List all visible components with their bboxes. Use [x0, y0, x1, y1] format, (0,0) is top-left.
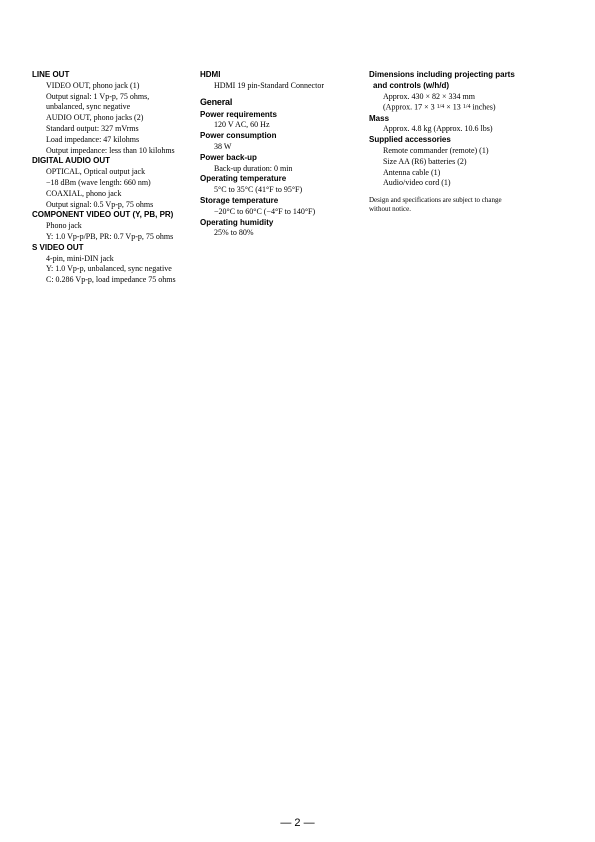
operating-temperature-section [200, 174, 365, 196]
spec-column-2 [200, 70, 365, 239]
component-video-out-section [32, 210, 197, 242]
fraction-quarter: 1/4 [462, 104, 471, 111]
spec-line: COAXIAL, phono jack [46, 188, 122, 198]
spec-line: 4-pin, mini-DIN jack [46, 253, 114, 263]
dimensions-heading-continued: and controls (w/h/d) [373, 80, 449, 90]
power-consumption-section [200, 131, 365, 153]
mass-heading: Mass [369, 113, 390, 123]
mass-section [369, 114, 569, 136]
spec-column-1 [32, 70, 197, 286]
storage-temperature-section [200, 196, 365, 218]
spec-line: AUDIO OUT, phono jacks (2) [46, 113, 144, 123]
spec-line: Output impedance: less than 10 kilohms [46, 145, 175, 155]
inches-text-end: inches) [470, 102, 496, 112]
spec-line-inches [369, 102, 569, 113]
spec-line: Load impedance: 47 kilohms [46, 134, 140, 144]
spec-line: Antenna cable (1) [383, 167, 441, 177]
operating-humidity-section [200, 218, 365, 240]
spec-line: VIDEO OUT, phono jack (1) [46, 80, 140, 90]
operating-temperature-heading: Operating temperature [200, 174, 287, 184]
fraction-quarter: 1/4 [436, 104, 445, 111]
operating-humidity-heading: Operating humidity [200, 217, 274, 227]
component-video-out-heading: COMPONENT VIDEO OUT (Y, PB, PR) [32, 210, 174, 220]
spec-line: Standard output: 327 mVrms [46, 123, 139, 133]
storage-temperature-heading: Storage temperature [200, 195, 279, 205]
spec-line: Audio/video cord (1) [383, 178, 451, 188]
spec-line: −18 dBm (wave length: 660 nm) [46, 177, 151, 187]
spec-line: Back-up duration: 0 min [214, 163, 293, 173]
hdmi-section [200, 70, 365, 92]
inches-text-start: (Approx. 17 × 3 [383, 102, 437, 112]
hdmi-heading: HDMI [200, 70, 221, 79]
spec-line: Approx. 4.8 kg (Approx. 10.6 lbs) [383, 124, 493, 134]
spec-line: 38 W [214, 141, 232, 151]
spec-line: OPTICAL, Optical output jack [46, 167, 146, 177]
spec-line: HDMI 19 pin-Standard Connector [214, 80, 324, 90]
spec-column-3 [369, 70, 569, 215]
spec-line: 5°C to 35°C (41°F to 95°F) [214, 185, 303, 195]
line-out-heading: LINE OUT [32, 70, 70, 79]
spec-line: Approx. 430 × 82 × 334 mm [383, 91, 475, 101]
notice-line: Design and specifications are subject to change [369, 196, 502, 205]
spec-line: Y: 1.0 Vp-p, unbalanced, sync negative [46, 264, 172, 274]
supplied-accessories-heading: Supplied accessories [369, 135, 451, 145]
dimensions-section [369, 70, 569, 114]
specifications-notice [369, 196, 569, 214]
spec-line: Phono jack [46, 221, 82, 231]
spec-line: 120 V AC, 60 Hz [214, 120, 270, 130]
power-backup-heading: Power back-up [200, 152, 257, 162]
power-requirements-section [200, 110, 365, 132]
spec-line: Y: 1.0 Vp-p/PB, PR: 0.7 Vp-p, 75 ohms [46, 231, 174, 241]
spec-line: −20°C to 60°C (−4°F to 140°F) [214, 206, 316, 216]
digital-audio-out-heading: DIGITAL AUDIO OUT [32, 156, 111, 166]
spec-line: C: 0.286 Vp-p, load impedance 75 ohms [46, 275, 176, 285]
inches-text-middle: × 13 [444, 102, 463, 112]
power-backup-section [200, 153, 365, 175]
spec-line: 25% to 80% [214, 228, 254, 238]
notice-line: without notice. [369, 205, 411, 214]
s-video-out-heading: S VIDEO OUT [32, 242, 84, 252]
spec-line: Output signal: 1 Vp-p, 75 ohms, [46, 91, 150, 101]
page-number: — 2 — [280, 817, 315, 829]
general-heading: General [200, 96, 233, 107]
spec-line: unbalanced, sync negative [46, 102, 131, 112]
line-out-section [32, 70, 197, 156]
power-requirements-heading: Power requirements [200, 109, 277, 119]
dimensions-heading: Dimensions including projecting parts [369, 70, 515, 79]
spec-line: Size AA (R6) batteries (2) [383, 156, 467, 166]
supplied-accessories-section [369, 135, 569, 189]
s-video-out-section [32, 243, 197, 286]
power-consumption-heading: Power consumption [200, 131, 277, 141]
spec-line: Remote commander (remote) (1) [383, 146, 489, 156]
digital-audio-out-section [32, 156, 197, 210]
spec-line: Output signal: 0.5 Vp-p, 75 ohms [46, 199, 154, 209]
